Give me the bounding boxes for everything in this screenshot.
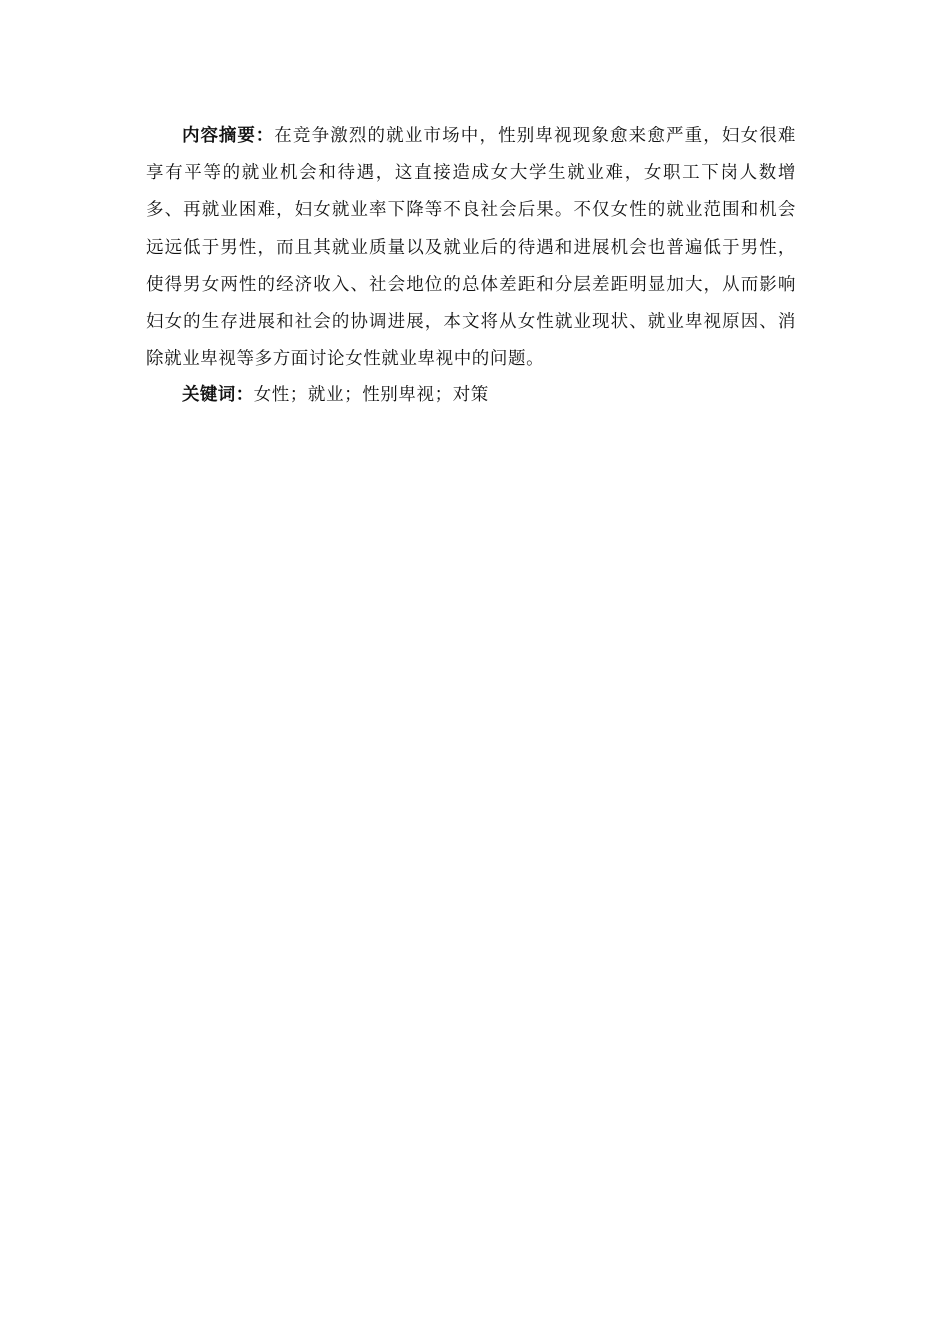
keywords-paragraph [146, 377, 796, 414]
keywords-text: 女性；就业；性别卑视；对策 [253, 385, 489, 405]
abstract-text: 在竞争激烈的就业市场中，性别卑视现象愈来愈严重，妇女很难享有平等的就业机会和待遇，这直接造成女大学生就业难，女职工下岗人数增多、再就业困难，妇女就业率下降等不良社会后果。不仅女性的就业范围和机会远远低于男性，而且其就业质量以及就业后的待遇和进展机会也普遍低于男性，使得男女两性的经济收入、社会地位的总体差距和分层差距明显加大，从而影响妇女的生存进展和社会的协调进展，本文将从女性就业现状、就业卑视原因、消除就业卑视等多方面讨论女性就业卑视中的问题。 [146, 126, 796, 370]
abstract-paragraph [146, 118, 796, 378]
abstract-label: 内容摘要： [182, 126, 275, 146]
keywords-label: 关键词： [182, 385, 254, 405]
